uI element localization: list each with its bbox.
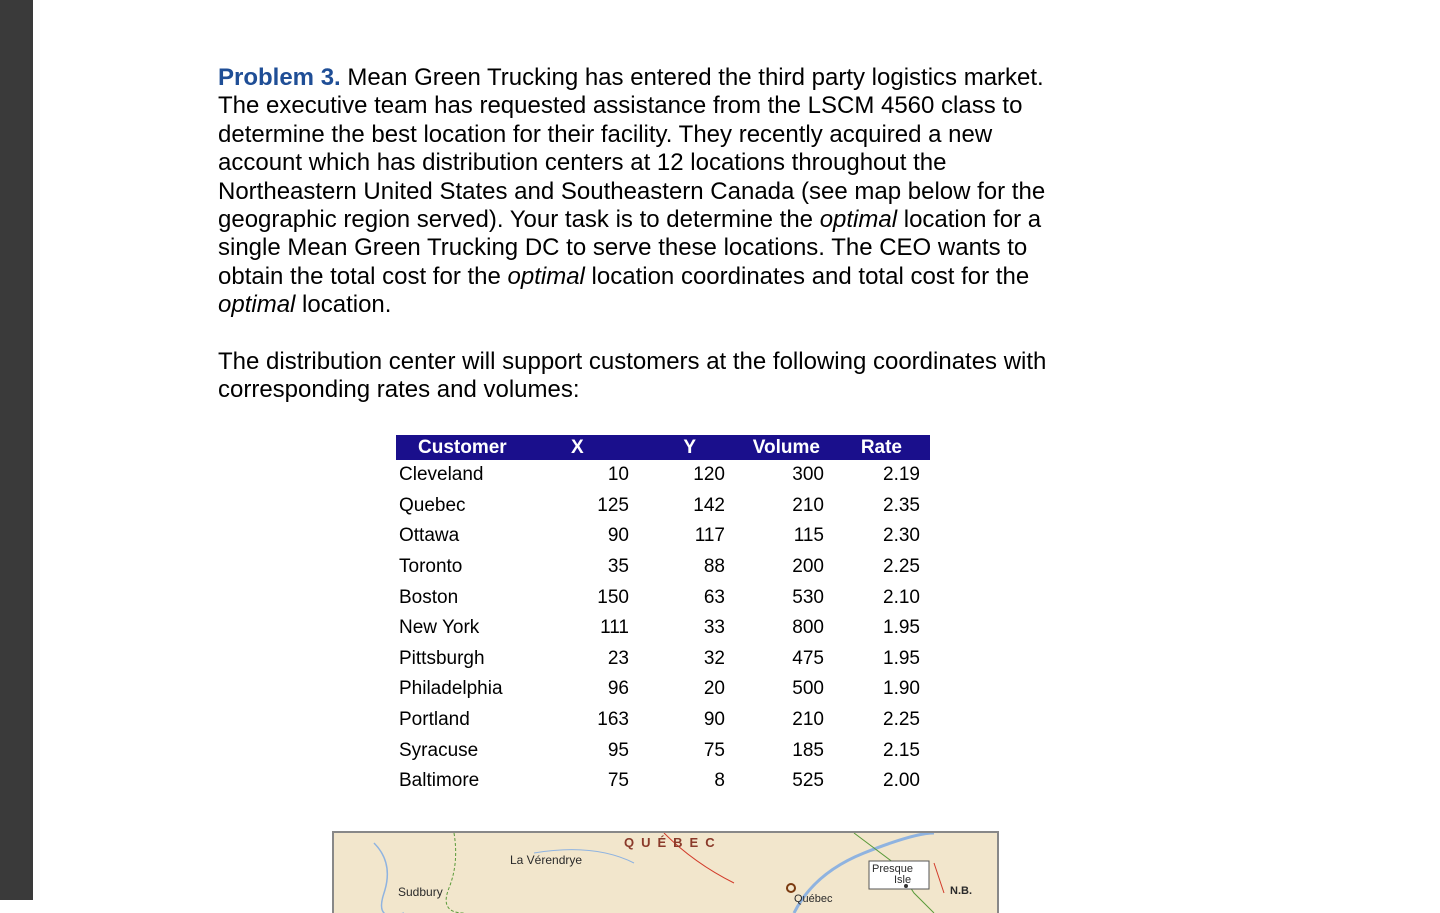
cell-customer: Portland [399,709,470,731]
optimal-emphasis-1: optimal [819,206,898,234]
cell-y: 32 [703,647,725,669]
map-label-nb: N.B. [950,885,972,897]
table-row [396,582,930,613]
header-x: X [568,435,634,460]
cell-customer: Quebec [399,494,466,516]
table-row [396,552,930,583]
header-volume: Volume [733,435,832,460]
table-header-row [396,435,930,460]
region-map [332,831,999,913]
problem-label: Problem 3. [218,64,341,91]
cell-rate: 2.00 [883,770,920,792]
cell-y: 142 [693,494,725,516]
cell-rate: 2.19 [883,464,920,486]
table-row [396,674,930,705]
table-row [396,613,930,644]
map-label-quebec-region: QUÉBEC [624,835,722,850]
problem-text-1: Mean Green Trucking has entered the third party logistics market. The executive team has requested assistance from the LSCM 4560 class to determine the best location for their facility. They recently acquired a new account which has distribution centers at 12 locations throughout the Northeastern United States and Southeastern Canada (see map below for the geographic region served). Your task is to determine the [218,64,1046,234]
cell-customer: Pittsburgh [399,647,485,669]
cell-volume: 200 [792,556,824,578]
cell-x: 150 [597,586,629,608]
cell-volume: 530 [792,586,824,608]
cell-y: 63 [703,586,725,608]
cell-rate: 2.15 [883,739,920,761]
cell-x: 10 [607,464,629,486]
cell-y: 33 [703,617,725,639]
cell-x: 95 [607,739,629,761]
cell-customer: Philadelphia [399,678,503,700]
cell-x: 111 [600,617,629,639]
table-row [396,491,930,522]
cell-volume: 525 [792,770,824,792]
cell-volume: 185 [792,739,824,761]
header-rate: Rate [832,435,930,460]
cell-rate: 1.95 [883,647,920,669]
header-customer: Customer [396,435,568,460]
problem-text-4: location. [295,291,392,319]
cell-y: 90 [703,709,725,731]
cell-x: 23 [607,647,629,669]
cell-x: 163 [597,709,629,731]
customer-data-table [396,435,930,797]
cell-customer: Ottawa [399,525,460,547]
cell-y: 117 [694,525,725,547]
cell-customer: New York [399,617,480,639]
table-row [396,705,930,736]
map-label-quebec-city: Québec [794,893,833,905]
table-row [396,735,930,766]
cell-volume: 300 [792,464,824,486]
cell-volume: 800 [792,617,824,639]
cell-volume: 210 [792,494,824,516]
cell-volume: 115 [793,525,824,547]
table-row [396,460,930,491]
cell-rate: 1.95 [883,617,920,639]
header-y: Y [634,435,733,460]
problem-text-2: location for a single Mean Green Trucking DC to serve these locations. The CEO wants to obtain the total cost for the [218,206,1042,290]
optimal-emphasis-3: optimal [218,291,296,319]
cell-x: 75 [607,770,629,792]
cell-x: 35 [607,556,629,578]
map-label-presque: Presque [872,863,913,875]
cell-x: 96 [607,678,629,700]
cell-customer: Baltimore [399,770,480,792]
cell-x: 125 [597,494,629,516]
cell-rate: 2.30 [883,525,920,547]
cell-x: 90 [607,525,629,547]
cell-rate: 2.25 [883,556,920,578]
cell-y: 88 [703,556,725,578]
cell-customer: Syracuse [399,739,479,761]
left-sidebar-strip [0,0,33,900]
cell-customer: Toronto [399,556,463,578]
table-row [396,644,930,675]
problem-text-3: location coordinates and total cost for the [591,262,1030,290]
map-label-isle: Isle [894,874,912,886]
cell-customer: Boston [399,586,459,608]
cell-rate: 2.10 [883,586,920,608]
cell-volume: 210 [792,709,824,731]
map-label-sudbury: Sudbury [398,885,443,899]
cell-customer: Cleveland [399,464,484,486]
cell-volume: 500 [792,678,824,700]
map-label-la-verendrye: La Vérendrye [510,853,583,867]
optimal-emphasis-2: optimal [507,262,585,290]
cell-y: 20 [703,678,725,700]
problem-statement [218,64,1098,320]
table-row [396,766,930,797]
table-intro-text: The distribution center will support customers at the following coordinates with corresponding rates and volumes: [218,348,1047,404]
cell-y: 75 [703,739,725,761]
cell-rate: 2.25 [883,709,920,731]
cell-y: 120 [693,464,725,486]
cell-y: 8 [714,770,725,792]
table-row [396,521,930,552]
cell-rate: 1.90 [883,678,920,700]
cell-volume: 475 [792,647,824,669]
cell-rate: 2.35 [883,494,920,516]
